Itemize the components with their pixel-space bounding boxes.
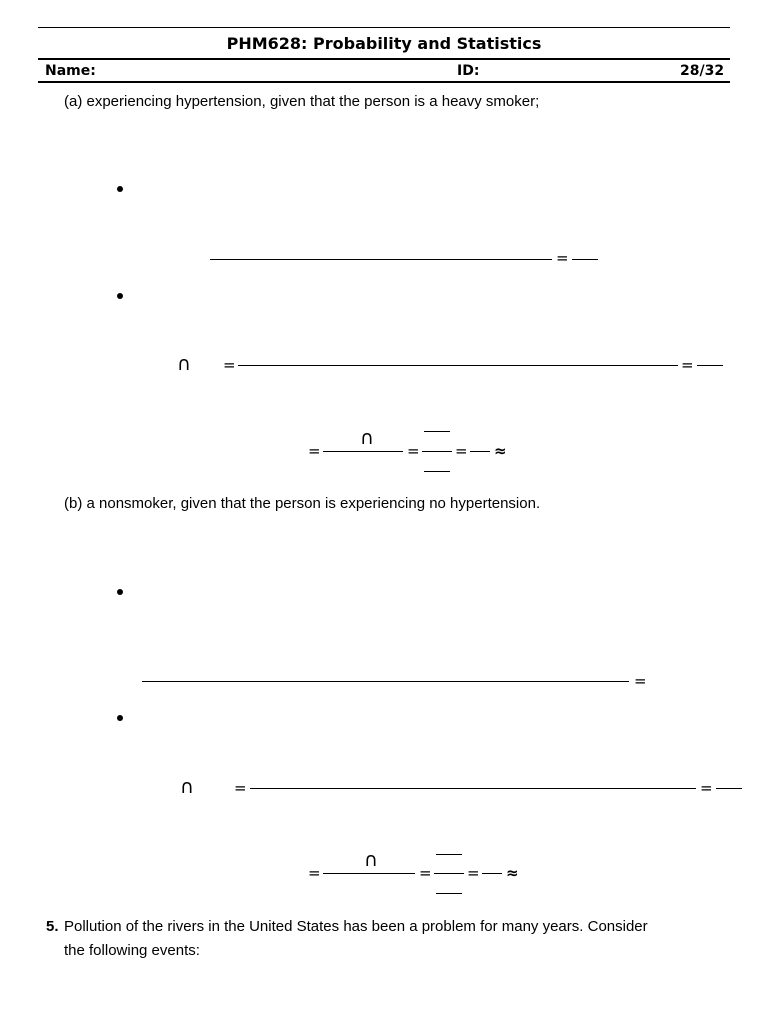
equals-sign: = <box>634 672 647 690</box>
fraction-bar <box>424 471 450 472</box>
header-rule <box>38 58 730 60</box>
problem-text-line1: Pollution of the rivers in the United States has been a problem for many years. Consider <box>64 918 648 935</box>
equals-sign: = <box>308 864 321 882</box>
fraction-bar <box>238 365 678 366</box>
fraction-bar <box>434 873 464 874</box>
fraction-bar <box>210 259 552 260</box>
equals-sign: = <box>700 779 713 797</box>
part-a-prompt: (a) experiencing hypertension, given that the person is a heavy smoker; <box>64 93 540 110</box>
equals-sign: = <box>234 779 247 797</box>
equals-sign: = <box>467 864 480 882</box>
equals-sign: = <box>681 356 694 374</box>
equals-sign: = <box>308 442 321 460</box>
bullet <box>117 186 123 192</box>
equals-sign: = <box>407 442 420 460</box>
fraction-bar <box>470 451 490 452</box>
fraction-bar <box>436 854 462 855</box>
equals-sign: = <box>556 249 569 267</box>
fraction-bar <box>323 451 403 452</box>
equals-sign: = <box>419 864 432 882</box>
page-number: 28/32 <box>680 63 725 79</box>
fraction-bar <box>424 431 450 432</box>
fraction-bar <box>250 788 696 789</box>
id-label: ID: <box>457 63 480 79</box>
top-rule <box>38 27 730 28</box>
fraction-bar <box>716 788 742 789</box>
bullet <box>117 293 123 299</box>
fraction-bar <box>436 893 462 894</box>
intersection-symbol: ∩ <box>177 353 191 375</box>
bullet <box>117 589 123 595</box>
approx-sign: ≈ <box>506 864 519 882</box>
fraction-bar <box>572 259 598 260</box>
header-bottom-rule <box>38 81 730 83</box>
fraction-bar <box>697 365 723 366</box>
bullet <box>117 715 123 721</box>
intersection-symbol: ∩ <box>364 849 378 871</box>
fraction-bar <box>142 681 629 682</box>
name-label: Name: <box>45 63 96 79</box>
equals-sign: = <box>455 442 468 460</box>
approx-sign: ≈ <box>494 442 507 460</box>
fraction-bar <box>482 873 502 874</box>
fraction-bar <box>323 873 415 874</box>
problem-text-line2: the following events: <box>64 942 200 959</box>
intersection-symbol: ∩ <box>180 776 194 798</box>
part-b-prompt: (b) a nonsmoker, given that the person is experiencing no hypertension. <box>64 495 541 512</box>
page-title: PHM628: Probability and Statistics <box>226 34 542 53</box>
equals-sign: = <box>223 356 236 374</box>
intersection-symbol: ∩ <box>360 427 374 449</box>
fraction-bar <box>422 451 452 452</box>
problem-number: 5. <box>46 918 59 935</box>
